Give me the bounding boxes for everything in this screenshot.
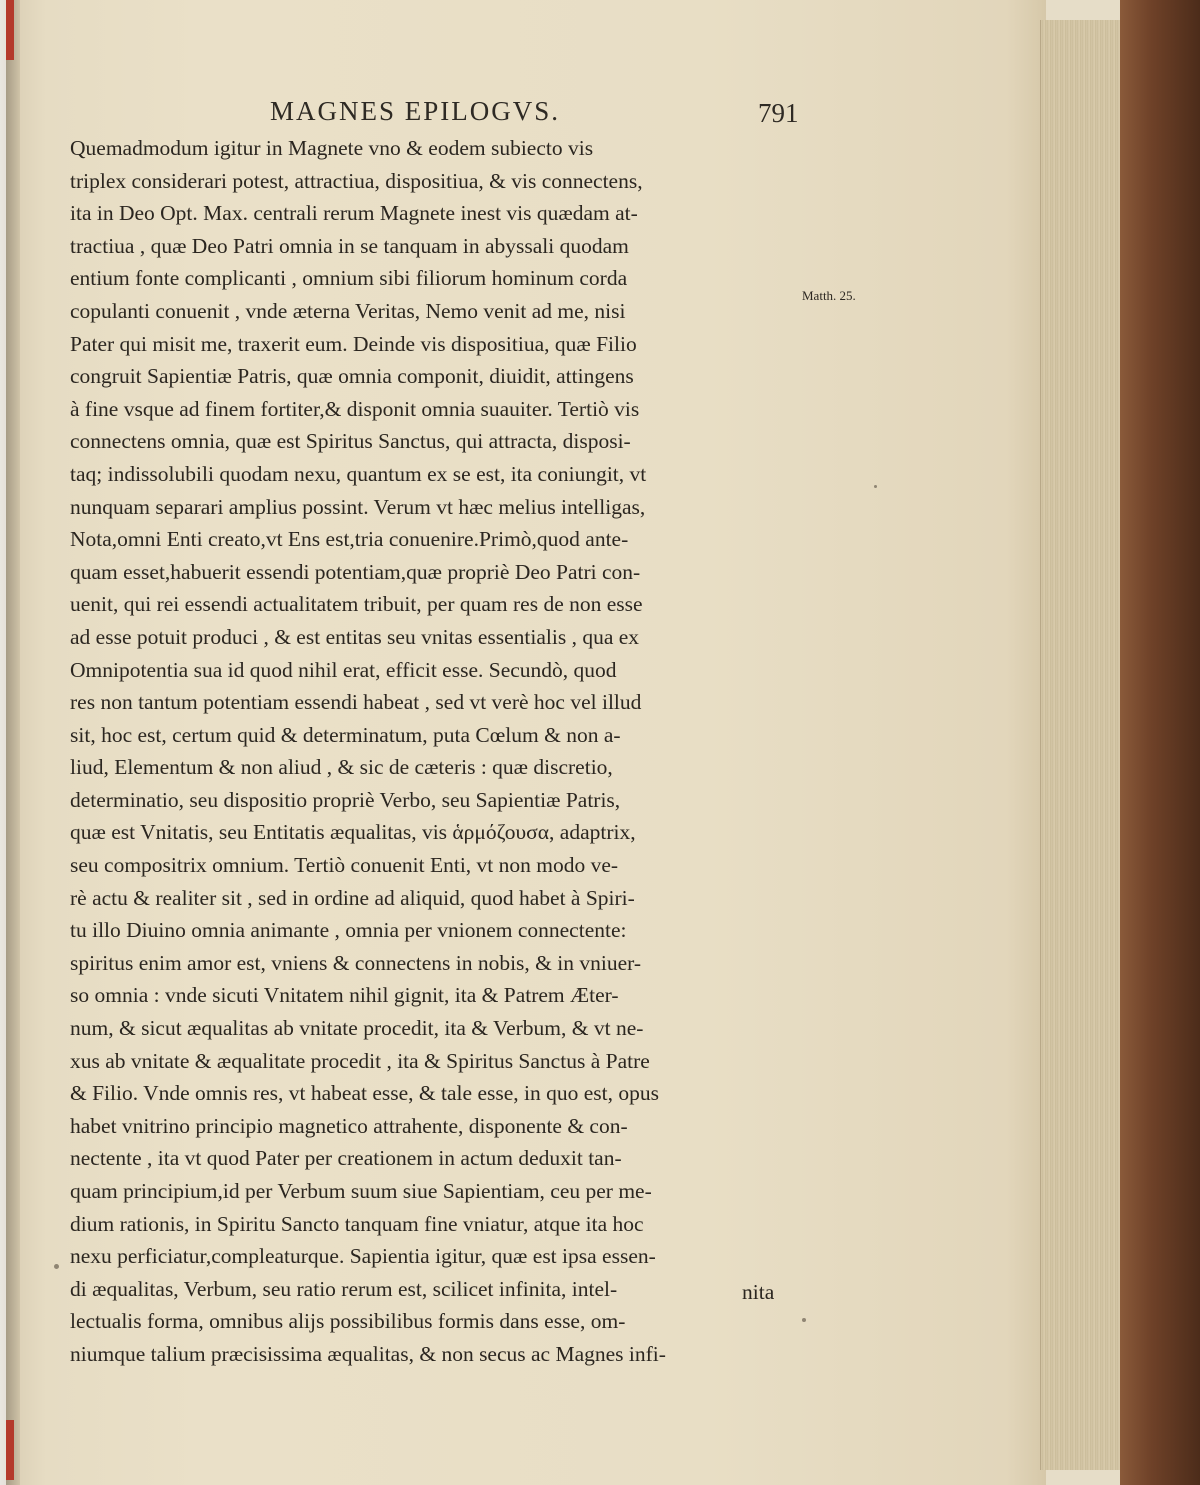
page-number: 791 [758, 98, 799, 128]
binding-thread-top [6, 0, 14, 60]
marginal-note: Matth. 25. [802, 288, 856, 303]
text-line: Nota,omni Enti creato,vt Ens est,tria conuenire.Primò,quod ante- [70, 527, 629, 552]
text-line: à fine vsque ad finem fortiter,& disponit omnia suauiter. Tertiò vis [70, 396, 640, 421]
text-line: taq; indissolubili quodam nexu, quantum ex se est, ita coniungit, vt [70, 461, 647, 486]
text-line: res non tantum potentiam essendi habeat , sed vt verè hoc vel illud [70, 690, 642, 715]
text-line: quam principium,id per Verbum suum siue Sapientiam, ceu per me- [70, 1179, 652, 1203]
text-line: connectens omnia, quæ est Spiritus Sanctus, qui attracta, disposi- [70, 429, 631, 454]
text-line: rè actu & realiter sit , sed in ordine ad aliquid, quod habet à Spiri- [70, 885, 635, 910]
paper-spot [874, 485, 877, 488]
text-line: uenit, qui rei essendi actualitatem tribuit, per quam res de non esse [70, 592, 643, 617]
catchword: nita [742, 1280, 775, 1304]
book-page [6, 0, 1046, 1485]
text-line: liud, Elementum & non aliud , & sic de cæteris : quæ discretio, [70, 755, 613, 780]
text-line: lectualis forma, omnibus alijs possibilibus formis dans esse, om- [70, 1309, 626, 1334]
running-title: MAGNES EPILOGVS. [270, 96, 561, 126]
text-line: determinatio, seu dispositio propriè Verbo, seu Sapientiæ Patris, [70, 787, 621, 812]
text-line: spiritus enim amor est, vniens & connectens in nobis, & in vniuer- [70, 950, 642, 975]
text-line: sit, hoc est, certum quid & determinatum, puta Cœlum & non a- [70, 722, 621, 747]
text-line: di æqualitas, Verbum, seu ratio rerum est, scilicet infinita, intel- [70, 1276, 618, 1301]
text-line: num, & sicut æqualitas ab vnitate procedit, ita & Verbum, & vt ne- [70, 1016, 644, 1041]
paper-spot [802, 1318, 806, 1322]
text-line: niumque talium præcisissima æqualitas, & non secus ac Magnes infi- [70, 1341, 666, 1366]
text-line: triplex considerari potest, attractiua, dispositiua, & vis connectens, [70, 168, 643, 193]
text-line: ita in Deo Opt. Max. centrali rerum Magnete inest vis quædam at- [70, 201, 638, 226]
text-line: tu illo Diuino omnia animante , omnia per vnionem connectente: [70, 918, 627, 943]
text-line: & Filio. Vnde omnis res, vt habeat esse, & tale esse, in quo est, opus [70, 1081, 659, 1106]
text-line: seu compositrix omnium. Tertiò conuenit Enti, vt non modo ve- [70, 853, 619, 878]
text-line: nunquam separari amplius possint. Verum vt hæc melius intelligas, [70, 494, 646, 519]
text-line: quam esset,habuerit essendi potentiam,quæ propriè Deo Patri con- [70, 559, 641, 584]
book-cover-edge [1120, 0, 1200, 1485]
text-line: quæ est Vnitatis, seu Entitatis æqualitas, vis ἁρμόζουσα, adaptrix, [70, 820, 636, 845]
text-line: nectente , ita vt quod Pater per creationem in actum deduxit tan- [70, 1146, 622, 1171]
running-head [6, 96, 1046, 136]
text-line: habet vnitrino principio magnetico attrahente, disponente & con- [70, 1113, 628, 1138]
text-line: xus ab vnitate & æqualitate procedit , ita & Spiritus Sanctus à Patre [70, 1048, 650, 1073]
text-line: copulanti conuenit , vnde æterna Veritas, Nemo venit ad me, nisi [70, 298, 626, 323]
binding-thread-bottom [6, 1420, 14, 1480]
main-text-block [70, 132, 810, 1371]
text-line: nexu perficiatur,compleaturque. Sapientia igitur, quæ est ipsa essen- [70, 1244, 656, 1269]
text-line: Quemadmodum igitur in Magnete vno & eodem subiecto vis [70, 136, 594, 160]
text-line: entium fonte complicanti , omnium sibi filiorum hominum corda [70, 266, 628, 291]
text-line: dium rationis, in Spiritu Sancto tanquam fine vniatur, atque ita hoc [70, 1211, 644, 1236]
page-gutter [6, 0, 20, 1485]
text-line: Omnipotentia sua id quod nihil erat, efficit esse. Secundò, quod [70, 657, 617, 682]
text-line: congruit Sapientiæ Patris, quæ omnia componit, diuidit, attingens [70, 364, 634, 389]
text-line: so omnia : vnde sicuti Vnitatem nihil gignit, ita & Patrem Æter- [70, 983, 619, 1008]
paper-spot [54, 1264, 59, 1269]
text-line: tractiua , quæ Deo Patri omnia in se tanquam in abyssali quodam [70, 233, 629, 258]
text-line: ad esse potuit produci , & est entitas seu vnitas essentialis , qua ex [70, 624, 640, 649]
text-line: Pater qui misit me, traxerit eum. Deinde vis dispositiua, quæ Filio [70, 331, 637, 356]
